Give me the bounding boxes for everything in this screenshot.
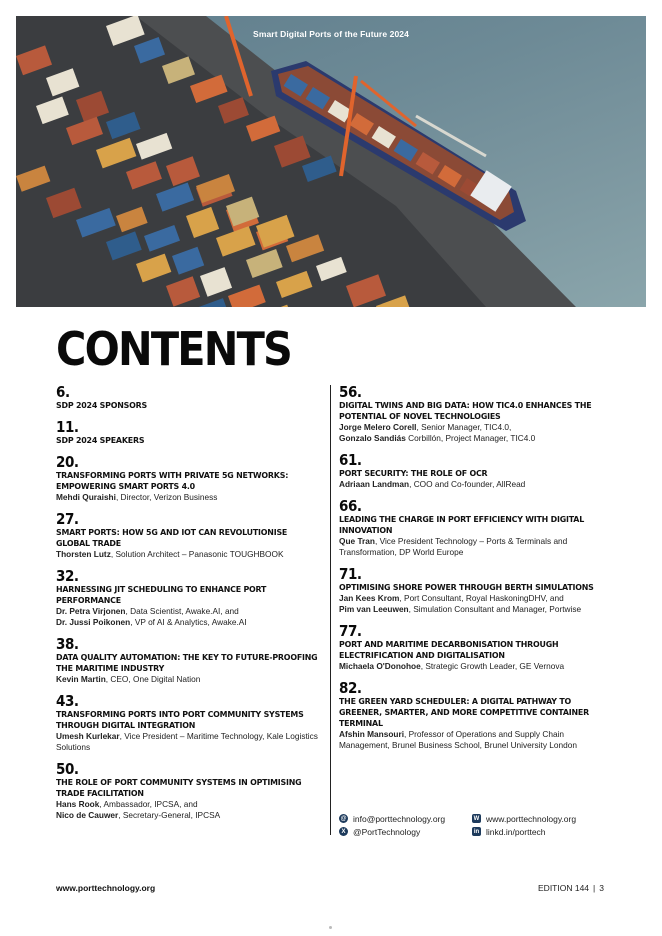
linkedin-link[interactable] — [472, 827, 605, 837]
edition-label: EDITION 144 — [538, 883, 590, 893]
page-number-ref: 43. — [56, 692, 79, 710]
column-divider — [330, 385, 331, 835]
author-line — [339, 479, 609, 490]
article-title: TRANSFORMING PORTS WITH PRIVATE 5G NETWORKS: EMPOWERING SMART PORTS 4.0 — [56, 471, 289, 491]
article-title: PORT AND MARITIME DECARBONISATION THROUGH ELECTRIFICATION AND DIGITALISATION — [339, 640, 559, 660]
page-number-ref: 66. — [339, 497, 362, 515]
author-line — [56, 799, 320, 810]
contents-entry[interactable] — [56, 455, 320, 503]
article-title: PORT SECURITY: THE ROLE OF OCR — [339, 469, 488, 478]
x-icon: X — [339, 827, 348, 836]
contents-entry[interactable] — [339, 681, 609, 751]
author-role: , COO and Co-founder, AllRead — [409, 479, 526, 489]
author-line — [56, 674, 320, 685]
author-role: , Solution Architect – Panasonic TOUGHBOOK — [110, 549, 284, 559]
contents-entry[interactable] — [56, 569, 320, 628]
author-name: Gonzalo Sandiás — [339, 433, 406, 443]
author-line — [56, 731, 320, 753]
author-name: Afshin Mansouri — [339, 729, 404, 739]
web-link[interactable] — [472, 814, 605, 824]
article-authors — [339, 593, 609, 615]
article-title: SDP 2024 SPONSORS — [56, 401, 147, 410]
author-role: , Vice President – Maritime Technology, Kale Logistics Solutions — [56, 731, 318, 752]
article-title: SDP 2024 SPEAKERS — [56, 436, 145, 445]
author-line — [339, 536, 609, 558]
article-authors — [339, 479, 609, 490]
article-authors — [339, 661, 609, 672]
author-role: , Director, Verizon Business — [115, 492, 218, 502]
author-line — [339, 433, 609, 444]
contents-left-column — [56, 385, 320, 830]
twitter-text: @PortTechnology — [353, 826, 421, 837]
author-role: , Data Scientist, Awake.AI, and — [125, 606, 239, 616]
author-role: , Port Consultant, Royal HaskoningDHV, and — [399, 593, 564, 603]
page-number-ref: 11. — [56, 418, 79, 436]
contents-entry[interactable] — [56, 512, 320, 560]
page-number-ref: 27. — [56, 510, 79, 528]
author-name: Jorge Melero Corell — [339, 422, 417, 432]
article-authors — [339, 729, 609, 751]
article-title: OPTIMISING SHORE POWER THROUGH BERTH SIMULATIONS — [339, 583, 594, 592]
author-name: Nico de Cauwer — [56, 810, 119, 820]
author-name: Dr. Jussi Poikonen — [56, 617, 131, 627]
author-role: , Ambassador, IPCSA, and — [99, 799, 198, 809]
web-text: www.porttechnology.org — [486, 813, 577, 824]
author-line — [56, 549, 320, 560]
author-role: , Simulation Consultant and Manager, Portwise — [408, 604, 582, 614]
contents-entry[interactable] — [339, 385, 609, 444]
article-authors — [339, 536, 609, 558]
author-line — [339, 604, 609, 615]
author-line — [56, 617, 320, 628]
author-name: Mehdi Quraishi — [56, 492, 116, 502]
article-title: THE ROLE OF PORT COMMUNITY SYSTEMS IN OPTIMISING TRADE FACILITATION — [56, 778, 302, 798]
author-name: Michaela O'Donohoe — [339, 661, 421, 671]
author-line — [339, 422, 609, 433]
author-name: Que Tran — [339, 536, 375, 546]
contact-block — [339, 812, 619, 838]
author-name: Pim van Leeuwen — [339, 604, 409, 614]
contents-entry[interactable] — [56, 637, 320, 685]
author-role: , Professor of Operations and Supply Chain Management, Brunel Business School, Brunel University London — [339, 729, 577, 750]
author-role: , Secretary-General, IPCSA — [118, 810, 221, 820]
contents-entry[interactable] — [339, 624, 609, 672]
article-title: DIGITAL TWINS AND BIG DATA: HOW TIC4.0 ENHANCES THE POTENTIAL OF NOVEL TECHNOLOGIES — [339, 401, 592, 421]
author-role: Corbillón, Project Manager, TIC4.0 — [405, 433, 536, 443]
page-number-ref: 61. — [339, 451, 362, 469]
page-number-ref: 71. — [339, 565, 362, 583]
author-line — [56, 810, 320, 821]
author-name: Jan Kees Krom — [339, 593, 400, 603]
page-number-ref: 77. — [339, 622, 362, 640]
page-number-ref: 50. — [56, 760, 79, 778]
article-title: LEADING THE CHARGE IN PORT EFFICIENCY WITH DIGITAL INNOVATION — [339, 515, 585, 535]
page-number-ref: 38. — [56, 635, 79, 653]
article-authors — [56, 731, 320, 753]
author-name: Umesh Kurlekar — [56, 731, 120, 741]
author-role: , Senior Manager, TIC4.0, — [416, 422, 512, 432]
author-name: Thorsten Lutz — [56, 549, 111, 559]
page-title: CONTENTS — [56, 322, 292, 376]
page-number-ref: 32. — [56, 567, 79, 585]
page-number-ref: 82. — [339, 679, 362, 697]
twitter-link[interactable] — [339, 827, 472, 837]
contents-entry[interactable] — [56, 420, 320, 446]
footer-url[interactable]: www.porttechnology.org — [56, 883, 156, 893]
author-name: Dr. Petra Virjonen — [56, 606, 126, 616]
contents-right-column — [339, 385, 609, 760]
article-title: THE GREEN YARD SCHEDULER: A DIGITAL PATHWAY TO GREENER, SMARTER, AND MORE COMPETITIVE CONTAINER TERMINAL — [339, 697, 589, 728]
page-number-ref: 6. — [56, 383, 70, 401]
author-line — [56, 606, 320, 617]
contents-entry[interactable] — [56, 762, 320, 821]
article-authors — [56, 549, 320, 560]
author-line — [56, 492, 320, 503]
contents-entry[interactable] — [56, 385, 320, 411]
article-authors — [339, 422, 609, 444]
hero-image — [16, 16, 646, 307]
author-role: , Strategic Growth Leader, GE Vernova — [420, 661, 565, 671]
author-name: Adriaan Landman — [339, 479, 410, 489]
article-title: SMART PORTS: HOW 5G AND IOT CAN REVOLUTIONISE GLOBAL TRADE — [56, 528, 288, 548]
page-number-ref: 20. — [56, 453, 79, 471]
contents-entry[interactable] — [339, 567, 609, 615]
article-authors — [56, 492, 320, 503]
article-title: HARNESSING JIT SCHEDULING TO ENHANCE PORT PERFORMANCE — [56, 585, 267, 605]
contents-entry[interactable] — [339, 499, 609, 558]
author-role: , Vice President Technology – Ports & Terminals and Transformation, DP World Europe — [339, 536, 568, 557]
article-title: TRANSFORMING PORTS INTO PORT COMMUNITY SYSTEMS THROUGH DIGITAL INTEGRATION — [56, 710, 304, 730]
email-text: info@porttechnology.org — [353, 813, 446, 824]
author-line — [339, 729, 609, 751]
author-line — [339, 593, 609, 604]
at-icon: @ — [340, 815, 347, 822]
author-line — [339, 661, 609, 672]
article-authors — [56, 674, 320, 685]
footer-separator: | — [593, 883, 596, 893]
port-aerial-photo — [16, 16, 646, 307]
article-authors — [56, 799, 320, 821]
linkedin-text: linkd.in/porttech — [486, 826, 546, 837]
page-number-ref: 56. — [339, 383, 362, 401]
article-authors — [56, 606, 320, 628]
footer-edition — [538, 883, 604, 893]
page-number: 3 — [599, 883, 604, 893]
page-dot — [329, 926, 332, 929]
hero-title: Smart Digital Ports of the Future 2024 — [253, 29, 409, 39]
email-link[interactable] — [339, 814, 472, 824]
author-name: Kevin Martin — [56, 674, 106, 684]
author-role: , CEO, One Digital Nation — [105, 674, 201, 684]
author-role: , VP of AI & Analytics, Awake.AI — [130, 617, 247, 627]
in-icon: in — [473, 828, 480, 835]
w-icon: W — [473, 815, 480, 822]
article-title: DATA QUALITY AUTOMATION: THE KEY TO FUTURE-PROOFING THE MARITIME INDUSTRY — [56, 653, 318, 673]
contents-entry[interactable] — [339, 453, 609, 490]
author-name: Hans Rook — [56, 799, 100, 809]
contents-entry[interactable] — [56, 694, 320, 753]
